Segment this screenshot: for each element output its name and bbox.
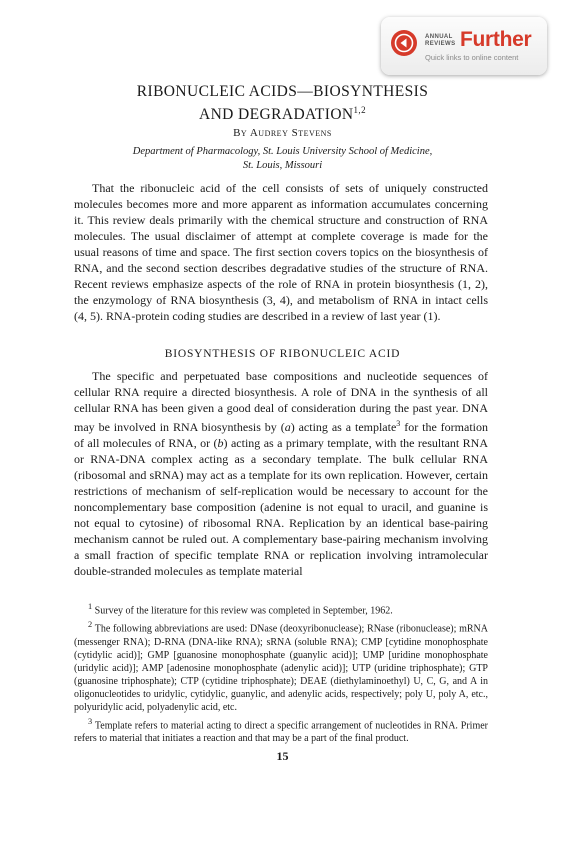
badge-tagline: Quick links to online content [425,53,519,62]
title-line-2-text: AND DEGRADATION [199,106,354,124]
affiliation-line-2: St. Louis, Missouri [242,160,323,171]
footnote-1-text: Survey of the literature for this review was completed in September, 1962. [94,605,393,617]
footnote-1-mark: 1 [88,602,93,611]
para-text-4: ) acting as a primary template, with the resultant RNA or RNA-DNA complex acting as a secondary template. The bulk cellular RNA (ribosomal and sRNA) may act as a template for its own replication. However, certain restrictions of mechanism of self-replication would be necessary to account for the noncomplementary base composition (adenine is not equal to uracil, and guanine is not equal to cytosine) of ribosomal RNA. Replication by an identical base-pairing mechanism cannot be ruled out. A complementary base-pairing mechanism involving a small fraction of specific template RNA or replication involving intramolecular double-stranded molecules as template material [74,436,488,578]
footnote-3 [74,715,488,745]
badge-further-label: Further [460,28,532,51]
arrow-left-icon [391,30,417,56]
para-text-1: The specific and perpetuated base compositions and nucleotide sequences of cellular RNA require a directed biosynthesis. A role of DNA in the synthesis of all cellular RNA has been given a good deal of consideration during the past year. DNA may be involved in RNA biosynthesis by ( [74,369,488,434]
author-byline: By Audrey Stevens [233,127,332,139]
footnotes [74,600,488,746]
biosynthesis-section [74,368,488,579]
section-heading: BIOSYNTHESIS OF RIBONUCLEIC ACID [164,348,401,360]
footnote-2 [74,618,488,713]
footnote-3-mark: 3 [88,716,93,726]
footnote-2-mark: 2 [88,620,93,630]
para-italic-a: a [284,420,291,434]
para-italic-b: b [217,436,224,450]
title-footnote-marks: 1,2 [353,105,366,115]
annual-reviews-further-badge[interactable] [381,17,547,75]
biosynthesis-paragraph [74,368,488,579]
badge-reviews-label: REVIEWS [425,41,456,47]
footnote-2-text: The following abbreviations are used: DNase (deoxyribonuclease); RNase (ribonuclease); mRNA (messenger RNA); D-RNA (DNA-like RNA); sRNA (soluble RNA); CMP [cytidine monophosphate (cytidylic acid)]; GMP [guanosine monophosphate (guanylic acid)]; UMP [uridine monophosphate (uridylic acid)]; AMP [adenosine monophosphate (adenylic acid)]; UTP (uridine triphosphate); GTP (guanosine triphosphate); CTP (cytidine triphosphate); DEAE (diethylaminoethyl) U, C, G, and A in oligonucleotides to uridylic, cytidylic, guanylic, and adenylic acids, respectively; poly U, poly A, etc., polyuridylic acid, polyadenylic acid, etc. [74,623,488,713]
footnote-1 [74,600,488,617]
intro-section [74,180,488,324]
badge-annual-label: ANNUAL [425,34,453,40]
page-number: 15 [276,749,289,763]
article-title-line-1: RIBONUCLEIC ACIDS—BIOSYNTHESIS [136,83,429,100]
para-text-3: for the formation of all molecules of RNA, or ( [74,420,488,450]
article-title-line-2 [0,101,565,124]
footnote-3-text: Template refers to material acting to direct a specific arrangement of nucleotides in RNA. Primer refers to material that initiates a reaction and that may be a part of the final product. [74,719,488,744]
footnote-ref-3: 3 [396,419,401,428]
intro-paragraph: That the ribonucleic acid of the cell consists of sets of uniquely constructed molecules becomes more and more apparent as information accumulates concerning it. This review deals primarily with the chemical structure and construction of RNA molecules. The usual disclaimer of attempt at complete coverage is made for the usual reasons of time and space. The first section covers topics on the biosynthesis of RNA, and the second section describes degradative studies of the structure of RNA. Recent reviews emphasize aspects of the role of RNA in protein biosynthesis (1, 2), the enzymology of RNA biosynthesis (3, 4), and metabolism of RNA in intact cells (4, 5). RNA-protein coding studies are described in a review of last year (1). [74,181,488,323]
affiliation-line-1: Department of Pharmacology, St. Louis University School of Medicine, [132,146,433,157]
para-text-2: ) acting as a template [290,420,397,434]
